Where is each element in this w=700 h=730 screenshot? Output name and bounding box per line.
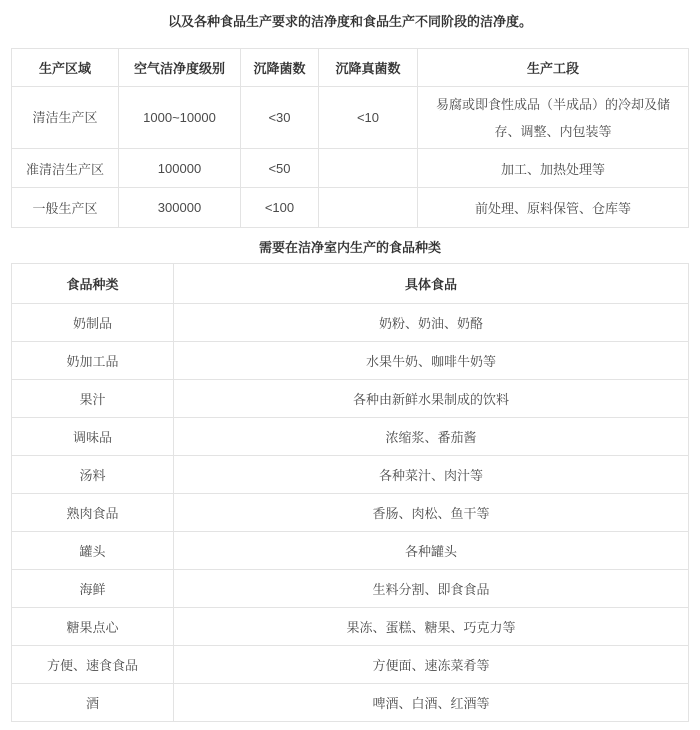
table-row: [12, 380, 689, 418]
table-cell: 100000: [119, 149, 241, 188]
table-cell: [319, 188, 418, 228]
column-header-settled-bacteria: 沉降菌数: [241, 49, 319, 87]
table-cell: 香肠、肉松、鱼干等: [174, 494, 689, 532]
table-cell: 一般生产区: [12, 188, 119, 228]
table-cell: 方便、速食食品: [12, 646, 174, 684]
intro-text: 以及各种食品生产要求的洁净度和食品生产不同阶段的洁净度。: [167, 14, 532, 29]
table-cell: <30: [241, 87, 319, 149]
cleanliness-table-header-row: [12, 49, 689, 87]
table-row: [12, 608, 689, 646]
table-cell: 汤料: [12, 456, 174, 494]
table-cell: 浓缩浆、番茄酱: [174, 418, 689, 456]
table-cell: 奶加工品: [12, 342, 174, 380]
table-cell: 调味品: [12, 418, 174, 456]
table-cell: 易腐或即食性成品（半成品）的冷却及储存、调整、内包装等: [418, 87, 689, 149]
table-cell: 前处理、原料保管、仓库等: [418, 188, 689, 228]
table-cell: 各种由新鲜水果制成的饮料: [174, 380, 689, 418]
table-row: [12, 494, 689, 532]
table-row: [12, 149, 689, 188]
table-row: [12, 304, 689, 342]
table-cell: 奶粉、奶油、奶酪: [174, 304, 689, 342]
column-header-specific-food: 具体食品: [174, 264, 689, 304]
food-table-title: 需要在洁净室内生产的食品种类: [258, 240, 441, 255]
cleanliness-table: [11, 48, 689, 228]
table-cell: 海鲜: [12, 570, 174, 608]
table-row: [12, 646, 689, 684]
column-header-air-cleanliness-level: 空气洁净度级别: [119, 49, 241, 87]
column-header-settled-fungi: 沉降真菌数: [319, 49, 418, 87]
table-cell: 啤酒、白酒、红酒等: [174, 684, 689, 722]
table-cell: [319, 149, 418, 188]
table-row: [12, 456, 689, 494]
page: [0, 13, 700, 722]
table-cell: 加工、加热处理等: [418, 149, 689, 188]
table-cell: 奶制品: [12, 304, 174, 342]
table-cell: 准清洁生产区: [12, 149, 119, 188]
table-row: [12, 87, 689, 149]
table-cell: <100: [241, 188, 319, 228]
table-cell: 果冻、蛋糕、糖果、巧克力等: [174, 608, 689, 646]
table-row: [12, 684, 689, 722]
table-cell: 生料分割、即食食品: [174, 570, 689, 608]
table-row: [12, 532, 689, 570]
food-table: [11, 263, 689, 722]
table-cell: 300000: [119, 188, 241, 228]
table-row: [12, 570, 689, 608]
table-cell: 果汁: [12, 380, 174, 418]
table-cell: 糖果点心: [12, 608, 174, 646]
table-cell: 1000~10000: [119, 87, 241, 149]
table-cell: 清洁生产区: [12, 87, 119, 149]
food-table-header-row: [12, 264, 689, 304]
table-cell: 罐头: [12, 532, 174, 570]
table-cell: 酒: [12, 684, 174, 722]
table-row: [12, 418, 689, 456]
table-row: [12, 188, 689, 228]
table-row: [12, 342, 689, 380]
table-cell: 各种菜汁、肉汁等: [174, 456, 689, 494]
table-cell: 方便面、速冻菜肴等: [174, 646, 689, 684]
table-cell: <50: [241, 149, 319, 188]
column-header-production-stage: 生产工段: [418, 49, 689, 87]
table-cell: 熟肉食品: [12, 494, 174, 532]
table-cell: 水果牛奶、咖啡牛奶等: [174, 342, 689, 380]
column-header-food-category: 食品种类: [12, 264, 174, 304]
table-cell: 各种罐头: [174, 532, 689, 570]
table-cell: <10: [319, 87, 418, 149]
column-header-production-zone: 生产区域: [12, 49, 119, 87]
